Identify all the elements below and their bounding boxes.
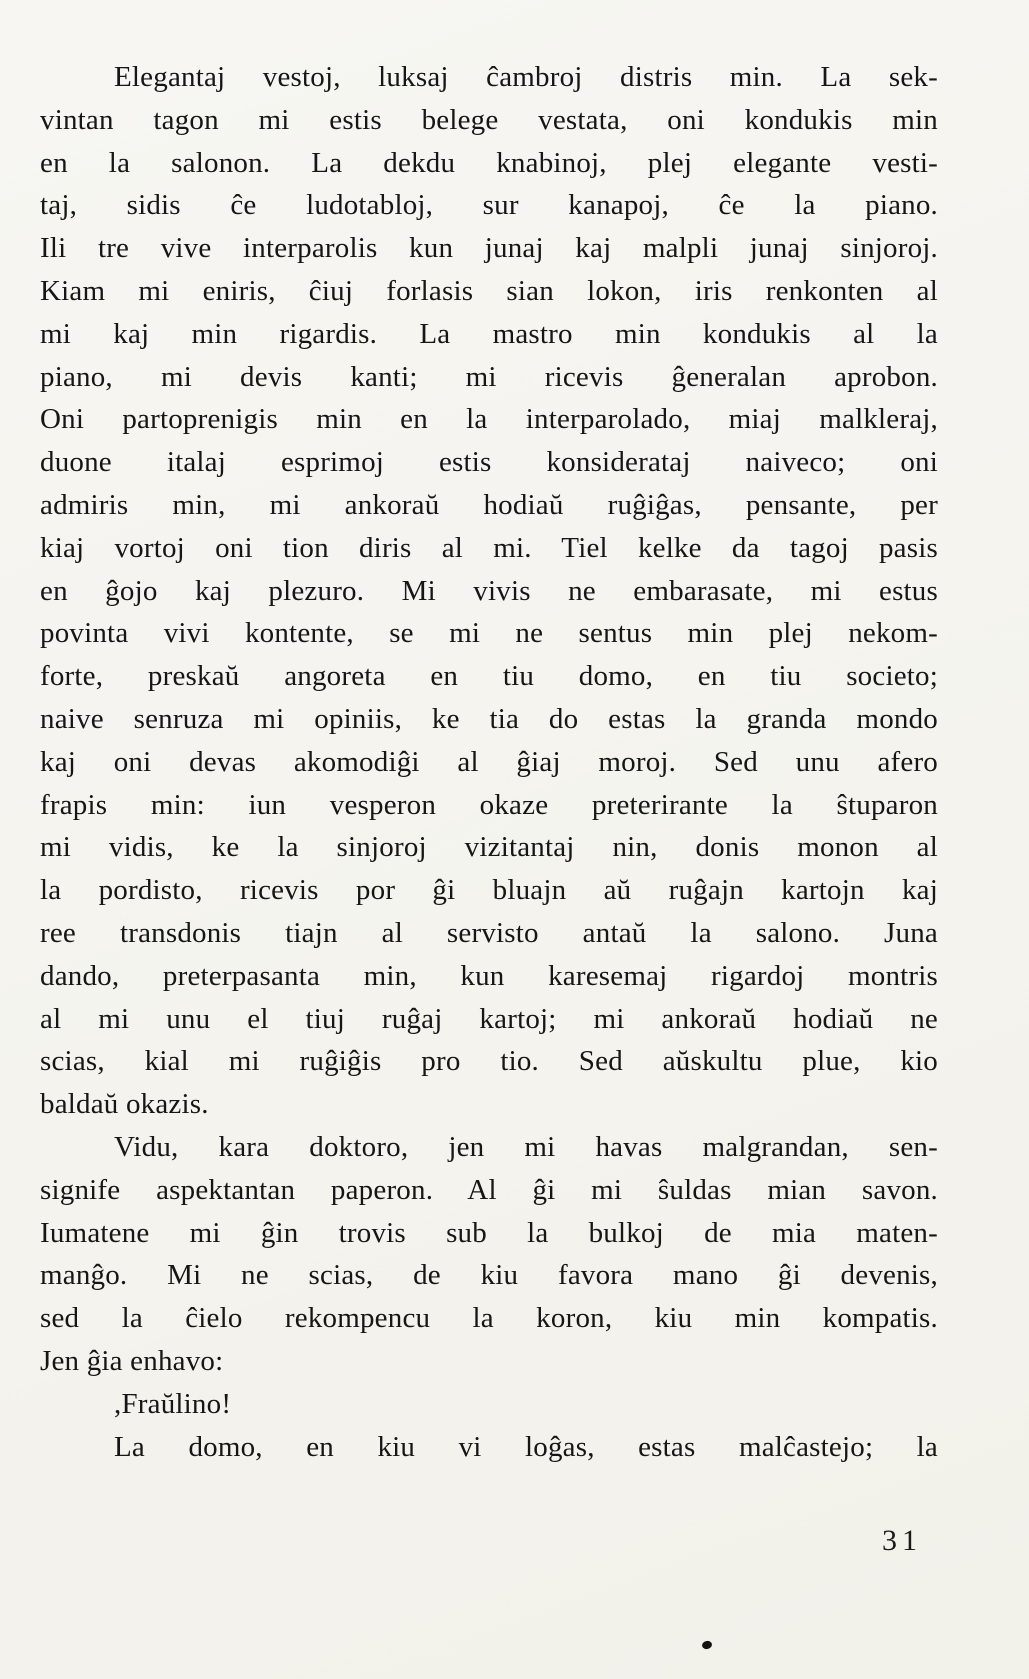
text-line: manĝo. Mi ne scias, de kiu favora mano ĝi devenis, xyxy=(40,1259,938,1292)
text-line: naive senruza mi opiniis, ke tia do estas la granda mondo xyxy=(40,702,938,735)
text-line: vintan tagon mi estis belege vestata, oni kondukis min xyxy=(40,103,938,136)
page-text-block xyxy=(40,56,938,1468)
text-line: Jen ĝia enhavo: xyxy=(40,1344,224,1377)
text-line: Elegantaj vestoj, luksaj ĉambroj distris min. La sek- xyxy=(114,61,938,93)
text-line: ree transdonis tiajn al servisto antaŭ la salono. Juna xyxy=(40,916,938,949)
text-line: Kiam mi eniris, ĉiuj forlasis sian lokon, iris renkonten al xyxy=(40,274,938,307)
text-line: la pordisto, ricevis por ĝi bluajn aŭ ruĝajn kartojn kaj xyxy=(40,874,938,907)
text-line: forte, preskaŭ angoreta en tiu domo, en tiu societo; xyxy=(40,660,938,693)
text-line: sed la ĉielo rekompencu la koron, kiu min kompatis. xyxy=(40,1302,938,1335)
text-line: duone italaj esprimoj estis konsiderataj naiveco; oni xyxy=(40,446,938,479)
text-line: en la salonon. La dekdu knabinoj, plej elegante vesti- xyxy=(40,146,938,179)
page-number: 31 xyxy=(882,1524,922,1557)
text-line: Oni partoprenigis min en la interparolado, miaj malkleraj, xyxy=(40,403,938,436)
text-line: ,Fraŭlino! xyxy=(114,1387,232,1420)
text-line: Iumatene mi ĝin trovis sub la bulkoj de mia maten- xyxy=(40,1216,938,1249)
text-line: La domo, en kiu vi loĝas, estas malĉastejo; la xyxy=(114,1430,938,1463)
text-line: frapis min: iun vesperon okaze preterirante la ŝtuparon xyxy=(40,788,938,821)
text-line: en ĝojo kaj plezuro. Mi vivis ne embarasate, mi estus xyxy=(40,574,938,607)
text-line: kaj oni devas akomodiĝi al ĝiaj moroj. Sed unu afero xyxy=(40,745,938,778)
text-line: taj, sidis ĉe ludotabloj, sur kanapoj, ĉe la piano. xyxy=(40,189,938,222)
text-line: kiaj vortoj oni tion diris al mi. Tiel kelke da tagoj pasis xyxy=(40,531,938,564)
text-line: Vidu, kara doktoro, jen mi havas malgrandan, sen- xyxy=(114,1130,938,1163)
text-line: scias, kial mi ruĝiĝis pro tio. Sed aŭskultu plue, kio xyxy=(40,1045,938,1078)
text-line: piano, mi devis kanti; mi ricevis ĝeneralan aprobon. xyxy=(40,360,938,393)
text-line: mi vidis, ke la sinjoroj vizitantaj nin, donis monon al xyxy=(40,831,938,864)
text-line: Ili tre vive interparolis kun junaj kaj malpli junaj sinjoroj. xyxy=(40,232,938,265)
text-line: admiris min, mi ankoraŭ hodiaŭ ruĝiĝas, pensante, per xyxy=(40,488,938,521)
text-line: dando, preterpasanta min, kun karesemaj rigardoj montris xyxy=(40,959,938,992)
text-line: al mi unu el tiuj ruĝaj kartoj; mi ankoraŭ hodiaŭ ne xyxy=(40,1002,938,1035)
text-line: mi kaj min rigardis. La mastro min kondukis al la xyxy=(40,317,938,350)
ink-dot xyxy=(701,1640,713,1650)
text-line: signife aspektantan paperon. Al ĝi mi ŝuldas mian savon. xyxy=(40,1173,938,1206)
text-line: povinta vivi kontente, se mi ne sentus min plej nekom- xyxy=(40,617,938,650)
text-line: baldaŭ okazis. xyxy=(40,1088,209,1121)
